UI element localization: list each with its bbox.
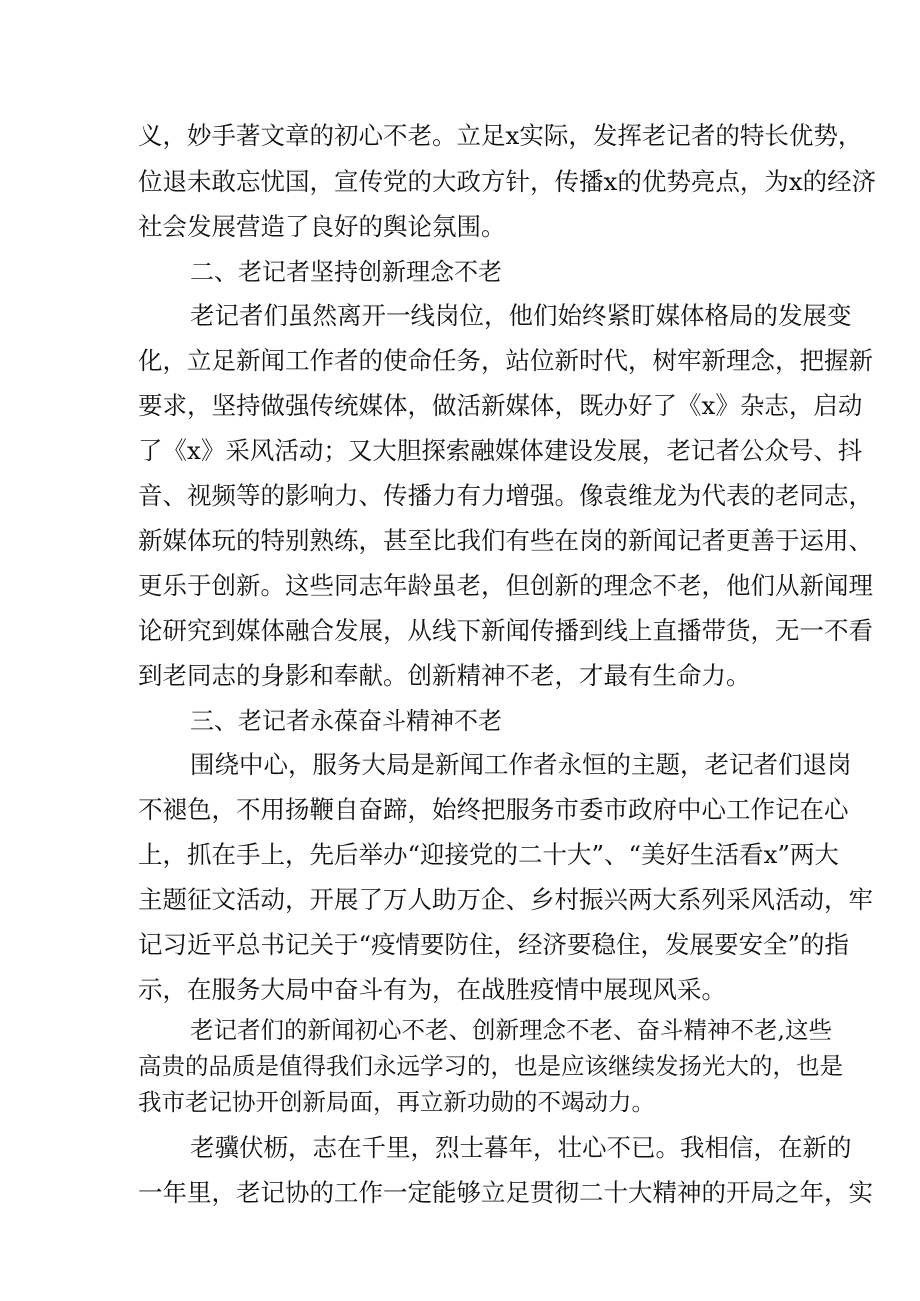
paragraph-line: 高贵的品质是值得我们永远学习的，也是应该继续发扬光大的，也是 [138, 1052, 843, 1080]
paragraph-line: 社会发展营造了良好的舆论氛围。 [138, 212, 506, 241]
paragraph-line: 新媒体玩的特别熟练，甚至比我们有些在岗的新闻记者更善于运用、 [138, 526, 873, 555]
paragraph-line: 化，立足新闻工作者的使命任务，站位新时代，树牢新理念，把握新 [138, 346, 873, 375]
paragraph-line: 示，在服务大局中奋斗有为，在战胜疫情中展现风采。 [138, 975, 726, 1004]
paragraph-line: 不褪色，不用扬鞭自奋蹄，始终把服务市委市政府中心工作记在心 [138, 795, 849, 824]
paragraph-line: 一年里，老记协的工作一定能够立足贯彻二十大精神的开局之年，实 [138, 1178, 873, 1207]
paragraph-line: 了《x》采风活动；又大胆探索融媒体建设发展，老记者公众号、抖 [138, 436, 863, 465]
paragraph-line: 记习近平总书记关于“疫情要防住，经济要稳住，发展要安全”的指 [138, 930, 850, 959]
paragraph-line: 老骥伏枥，志在千里，烈士暮年，壮心不已。我相信，在新的 [190, 1133, 852, 1162]
paragraph-line: 我市老记协开创新局面，再立新功勋的不竭动力。 [138, 1088, 655, 1116]
paragraph-line: 到老同志的身影和奉献。创新精神不老，才最有生命力。 [138, 661, 751, 690]
paragraph-line: 位退未敢忘忧国，宣传党的大政方针，传播x的优势亮点，为x的经济 [138, 167, 877, 196]
paragraph-line: 上，抓在手上，先后举办“迎接党的二十大”、“美好生活看x”两大 [138, 840, 839, 869]
paragraph-line: 老记者们的新闻初心不老、创新理念不老、奋斗精神不老,这些 [190, 1016, 832, 1044]
paragraph-line: 要求，坚持做强传统媒体，做活新媒体，既办好了《x》杂志，启动 [138, 391, 863, 420]
paragraph-line: 老记者们虽然离开一线岗位，他们始终紧盯媒体格局的发展变 [190, 301, 852, 330]
paragraph-line: 主题征文活动，开展了万人助万企、乡村振兴两大系列采风活动，牢 [138, 885, 873, 914]
section-heading-3: 三、老记者永葆奋斗精神不老 [190, 707, 502, 735]
paragraph-line: 义，妙手著文章的初心不老。立足x实际，发挥老记者的特长优势， [138, 121, 863, 150]
paragraph-line: 论研究到媒体融合发展，从线下新闻传播到线上直播带货，无一不看 [138, 616, 873, 645]
section-heading-2: 二、老记者坚持创新理念不老 [190, 258, 502, 286]
paragraph-line: 围绕中心，服务大局是新闻工作者永恒的主题，老记者们退岗 [190, 750, 852, 779]
paragraph-line: 更乐于创新。这些同志年龄虽老，但创新的理念不老，他们从新闻理 [138, 571, 873, 600]
paragraph-line: 音、视频等的影响力、传播力有力增强。像袁维龙为代表的老同志， [138, 481, 873, 510]
